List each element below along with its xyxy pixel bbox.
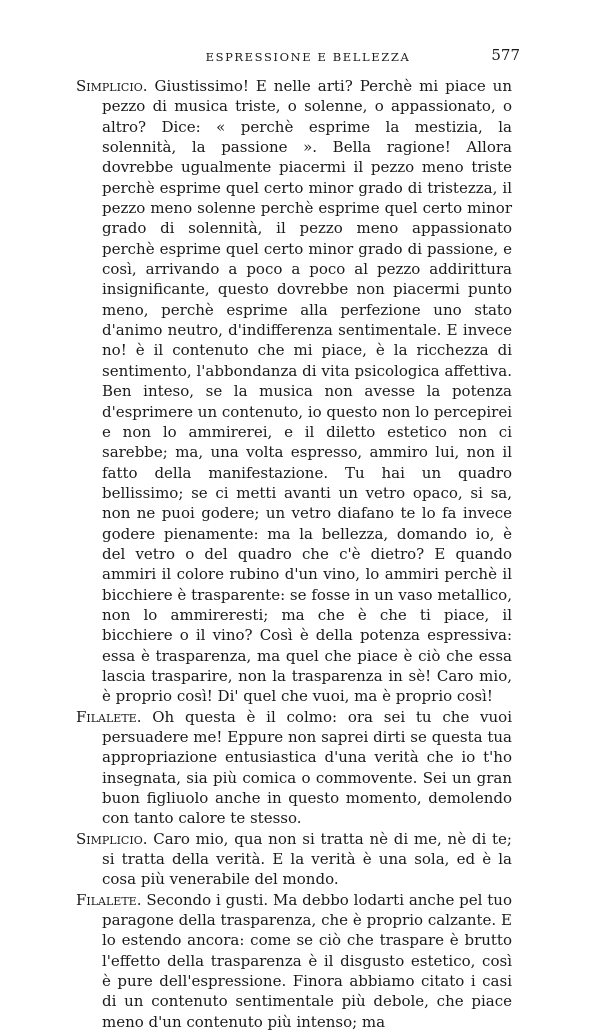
dialogue-paragraph xyxy=(76,890,512,1032)
dialogue-text: Secondo i gusti. Ma debbo lodarti anche pel tuo paragone della trasparenza, che è proprio calzante. E lo estendo ancora: come se ciò che traspare è brutto l'effetto della trasparenza è il disgusto estetico, così è pure dell'espressione. Finora abbiamo citato i casi di un contenuto sentimentale più debole, che piace meno d'un contenuto più intenso; ma xyxy=(102,890,512,1031)
dialogue-text: Oh questa è il colmo: ora sei tu che vuoi persuadere me! Eppure non saprei dirti se questa tua appropriazione entusiastica d'una verità che io t'ho insegnata, sia più comica o commovente. Sei un gran buon figliuolo anche in questo momento, demolendo con tanto calore te stesso. xyxy=(102,707,512,828)
page-header xyxy=(0,46,616,70)
dialogue-paragraph xyxy=(76,707,512,829)
speaker-name: Simplicio. xyxy=(76,829,148,848)
speaker-name: Filalete. xyxy=(76,890,142,909)
dialogue-paragraph xyxy=(76,76,512,707)
speaker-name: Filalete. xyxy=(76,707,142,726)
page-number: 577 xyxy=(491,46,520,64)
dialogue-text: Giustissimo! E nelle arti? Perchè mi piace un pezzo di musica triste, o solenne, o appassionato, o altro? Dice: « perchè esprime la mestizia, la solennità, la passione ». Bella ragione! Allora dovrebbe ugualmente piacermi il pezzo meno triste perchè esprime quel certo minor grado di tristezza, il pezzo meno solenne perchè esprime quel certo minor grado di solennità, il pezzo meno appassionato perchè esprime quel certo minor grado di passione, e così, arrivando a poco a poco al pezzo addirittura insignificante, questo dovrebbe non piacermi punto meno, perchè esprime alla perfezione uno stato d'animo neutro, d'indifferenza sentimentale. E invece no! è il contenuto che mi piace, è la ricchezza di sentimento, l'abbondanza di vita psicologica affettiva. Ben inteso, se la musica non avesse la potenza d'esprimere un contenuto, io questo non lo percepirei e non lo ammirerei, e il diletto estetico non ci sarebbe; ma, una volta espresso, ammiro lui, non il fatto della manifestazione. Tu hai un quadro bellissimo; se ci metti avanti un vetro opaco, si sa, non ne puoi godere; un vetro diafano te lo fa invece godere pienamente: ma la bellezza, domando io, è del vetro o del quadro che c'è dietro? E quando ammiri il colore rubino d'un vino, lo ammiri perchè il bicchiere è trasparente: se fosse in un vaso metallico, non lo ammireresti; ma che è che ti piace, il bicchiere o il vino? Così è della potenza espressiva: essa è trasparenza, ma quel che piace è ciò che essa lascia trasparire, non la trasparenza in sè! Caro mio, è proprio così! Di' quel che vuoi, ma è proprio così! xyxy=(102,77,512,706)
dialogue-text: Caro mio, qua non si tratta nè di me, nè di te; si tratta della verità. E la verità è una sola, ed è la cosa più venerabile del mondo. xyxy=(102,829,512,889)
dialogue-paragraph xyxy=(76,829,512,890)
page-body xyxy=(76,76,512,1032)
running-title: ESPRESSIONE E BELLEZZA xyxy=(205,50,411,64)
speaker-name: Simplicio. xyxy=(76,77,148,95)
